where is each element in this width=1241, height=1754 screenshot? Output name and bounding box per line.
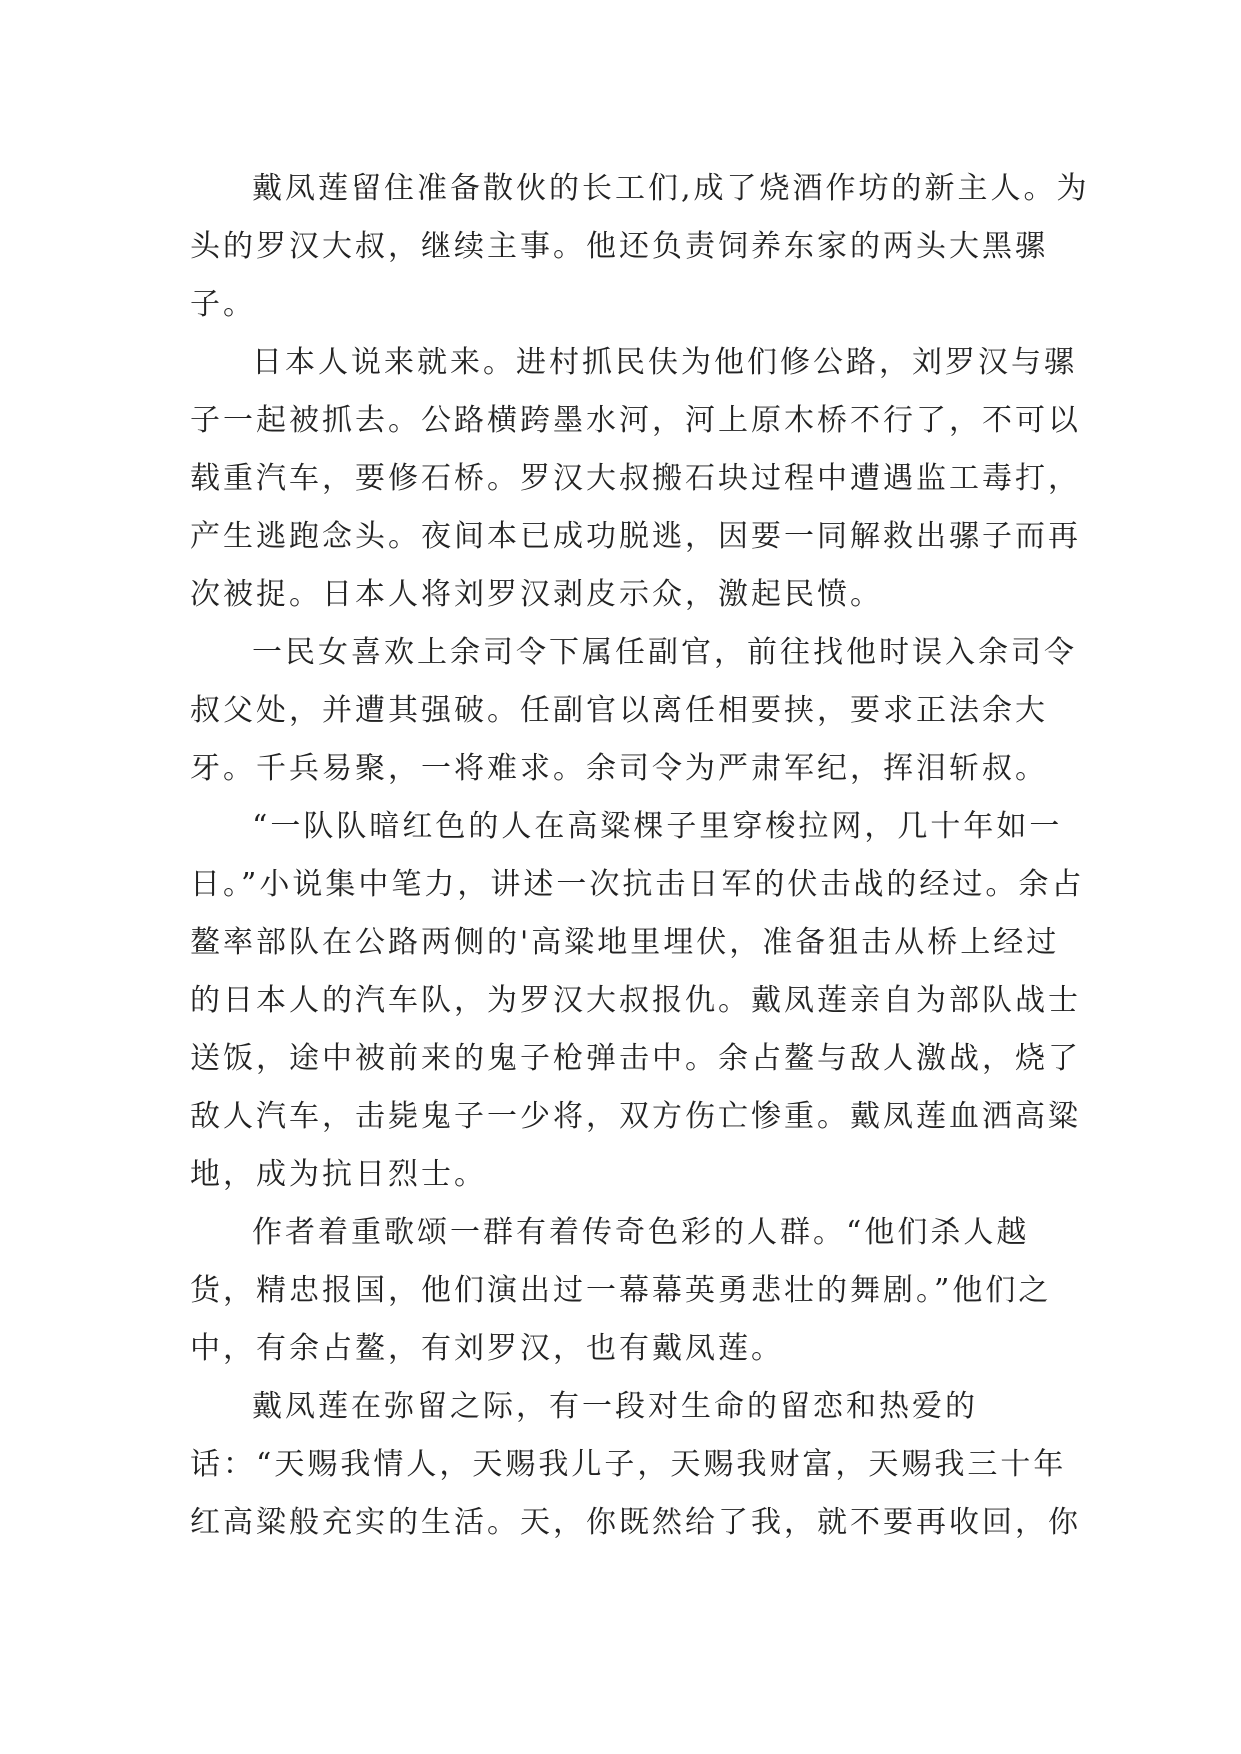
paragraph-6: 戴凤莲在弥留之际，有一段对生命的留恋和热爱的话：“天赐我情人，天赐我儿子，天赐我财富，天赐我三十年红高粱般充实的生活。天，你既然给了我，就不要再收回，你 [190,1389,1081,1540]
body-text [190,160,1090,1552]
paragraph-4: “一队队暗红色的人在高粱棵子里穿梭拉网，几十年如一日。”小说集中笔力，讲述一次抗击日军的伏击战的经过。余占鳌率部队在公路两侧的'高粱地里埋伏，准备狙击从桥上经过的日本人的汽车队，为罗汉大叔报仇。戴凤莲亲自为部队战士送饭，途中被前来的鬼子枪弹击中。余占鳌与敌人激战，烧了敌人汽车，击毙鬼子一少将，双方伤亡惨重。戴凤莲血洒高粱地，成为抗日烈士。 [190,809,1085,1192]
paragraph-3: 一民女喜欢上余司令下属任副官，前往找他时误入余司令叔父处，并遭其强破。任副官以离任相要挟，要求正法余大牙。千兵易聚，一将难求。余司令为严肃军纪，挥泪斩叔。 [190,635,1077,786]
paragraph-1: 戴凤莲留住准备散伙的长工们,成了烧酒作坊的新主人。为头的罗汉大叔，继续主事。他还负责饲养东家的两头大黑骡子。 [190,171,1090,322]
paragraph-5: 作者着重歌颂一群有着传奇色彩的人群。“他们杀人越货，精忠报国，他们演出过一幕幕英勇悲壮的舞剧。”他们之中，有余占鳌，有刘罗汉，也有戴凤莲。 [190,1215,1052,1366]
paragraph-2: 日本人说来就来。进村抓民伕为他们修公路，刘罗汉与骡子一起被抓去。公路横跨墨水河，河上原木桥不行了，不可以载重汽车，要修石桥。罗汉大叔搬石块过程中遭遇监工毒打，产生逃跑念头。夜间本已成功脱逃，因要一同解救出骡子而再次被捉。日本人将刘罗汉剥皮示众，激起民愤。 [190,345,1081,612]
